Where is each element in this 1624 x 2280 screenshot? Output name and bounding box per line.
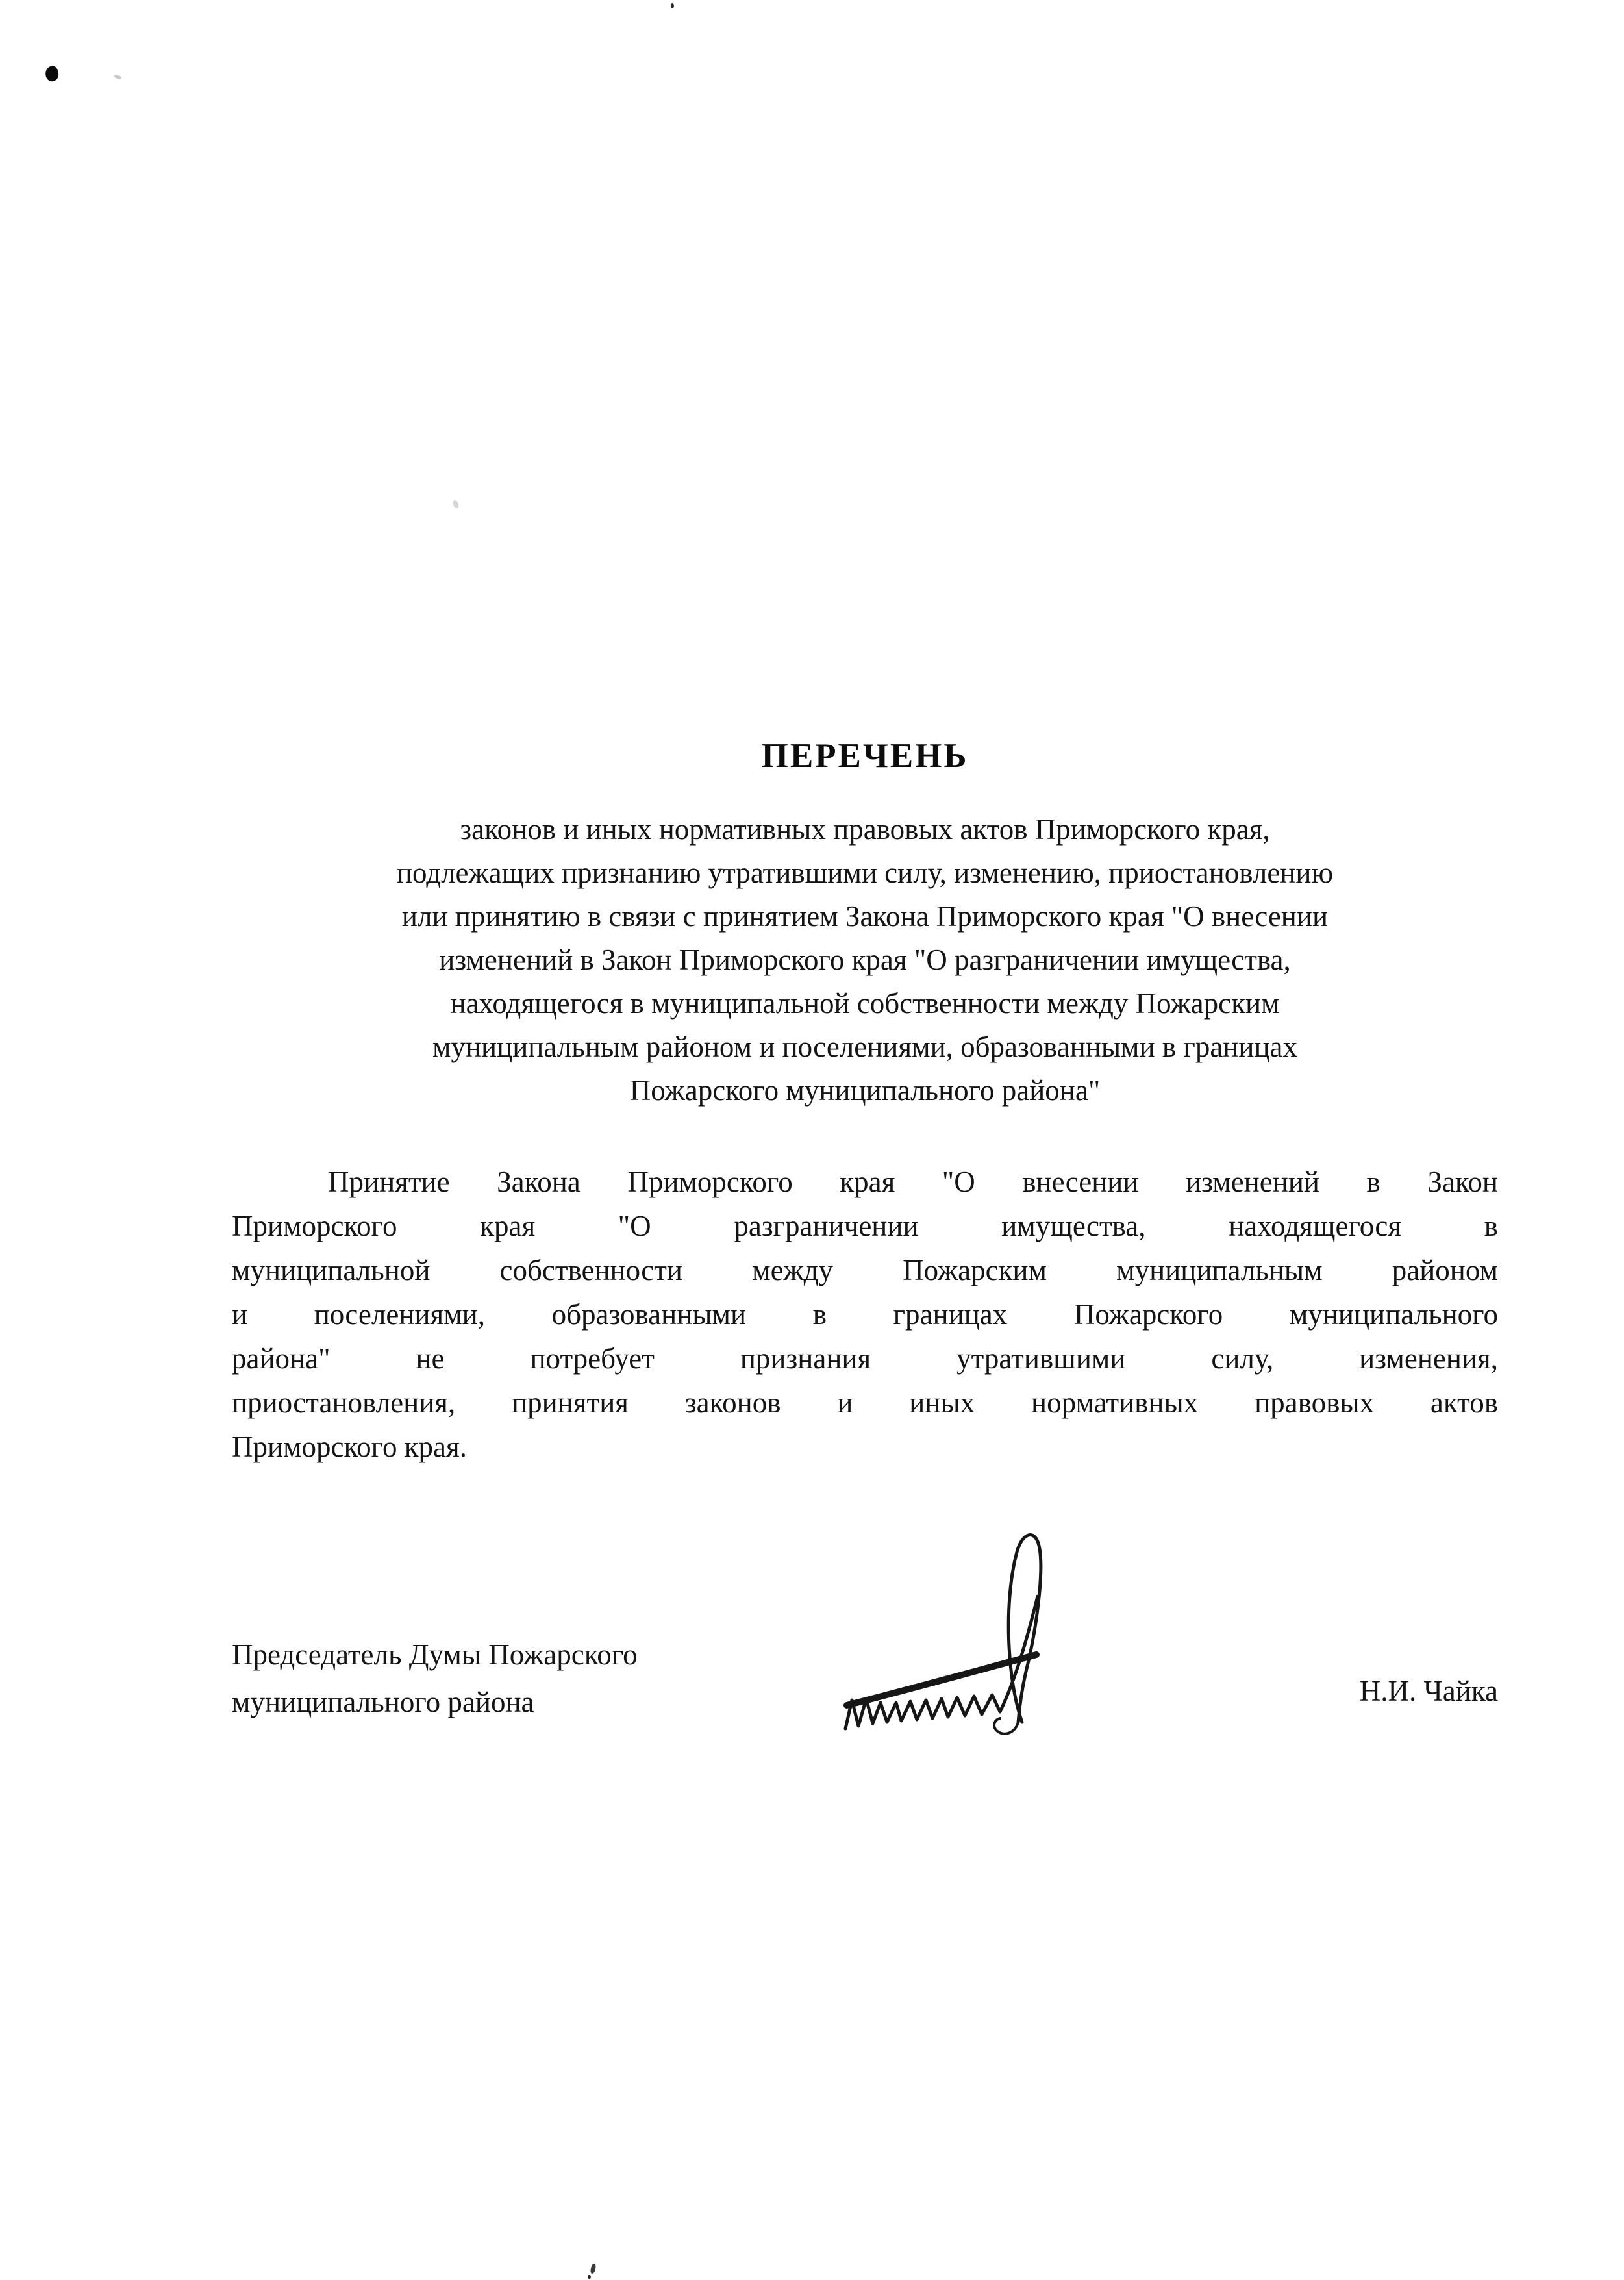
- subtitle-line: муниципальным районом и поселениями, образованными в границах: [432, 1031, 1298, 1063]
- paragraph-line: приостановления, принятия законов и иных нормативных правовых актов: [232, 1386, 1498, 1419]
- paragraph-line: Приморского края "О разграничении имущества, находящегося в: [232, 1210, 1498, 1242]
- subtitle-line: находящегося в муниципальной собственности между Пожарским: [450, 987, 1280, 1020]
- subtitle-line: подлежащих признанию утратившими силу, изменению, приостановлению: [396, 857, 1334, 889]
- document-subtitle: [232, 808, 1498, 1112]
- ink-speck-top-left-faint: [114, 74, 121, 79]
- signer-position-line: Председатель Думы Пожарского: [232, 1638, 638, 1671]
- paragraph-line: Принятие Закона Приморского края "О внесении изменений в Закон: [328, 1166, 1498, 1198]
- ink-speck-bottom-dot: [588, 2275, 591, 2279]
- document-title: ПЕРЕЧЕНЬ: [761, 737, 969, 775]
- handwritten-signature-icon: [836, 1527, 1083, 1746]
- body-paragraph: [232, 1160, 1498, 1469]
- paragraph-line: района" не потребует признания утратившими силу, изменения,: [232, 1342, 1498, 1375]
- subtitle-line: изменений в Закон Приморского края "О разграничении имущества,: [439, 944, 1291, 976]
- paragraph-line: и поселениями, образованными в границах Пожарского муниципального: [232, 1298, 1498, 1331]
- subtitle-line: законов и иных нормативных правовых актов Приморского края,: [460, 813, 1270, 846]
- ink-speck-top-left: [44, 64, 60, 82]
- signer-position-line: муниципального района: [232, 1686, 534, 1718]
- signer-name: Н.И. Чайка: [1359, 1675, 1498, 1707]
- subtitle-line: или принятию в связи с принятием Закона Приморского края "О внесении: [401, 900, 1329, 933]
- ink-speck-bottom: [590, 2263, 596, 2274]
- paragraph-line: Приморского края.: [232, 1431, 467, 1463]
- subtitle-line: Пожарского муниципального района": [629, 1074, 1101, 1107]
- paragraph-line: муниципальной собственности между Пожарским муниципальным районом: [232, 1254, 1498, 1286]
- ink-speck-middle-faint: [452, 499, 460, 509]
- ink-speck-top-center: [671, 3, 674, 8]
